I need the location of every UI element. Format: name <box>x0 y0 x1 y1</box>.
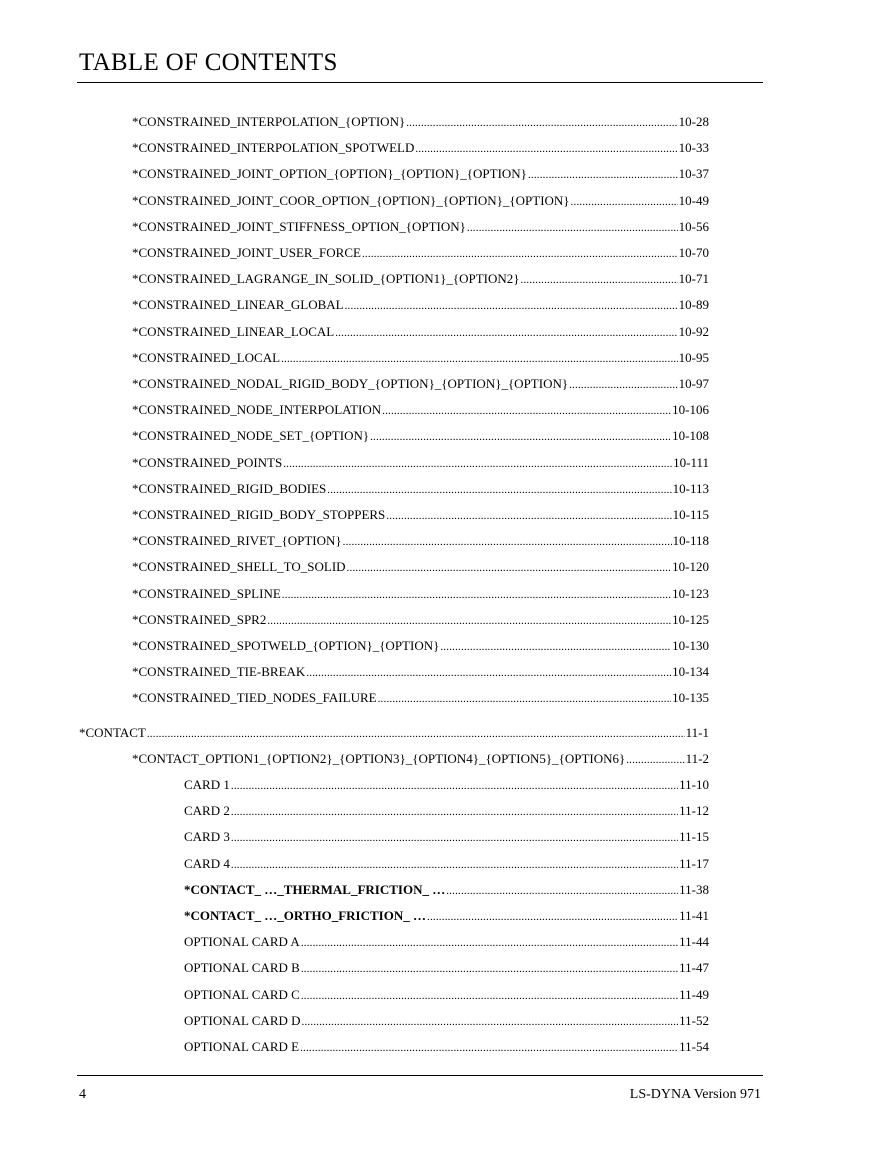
toc-entry-page: 10-97 <box>678 376 709 391</box>
toc-entry[interactable] <box>184 777 709 794</box>
toc-entry-label: OPTIONAL CARD B <box>184 960 300 976</box>
toc-dot-leader <box>282 587 671 603</box>
toc-entry-label: *CONSTRAINED_INTERPOLATION_{OPTION} <box>132 114 406 129</box>
toc-entry-page: 11-52 <box>679 1012 709 1028</box>
toc-entry-label: *CONSTRAINED_RIVET_{OPTION} <box>132 533 342 549</box>
toc-entry-label: *CONSTRAINED_SPR2 <box>132 611 267 627</box>
toc-entry[interactable] <box>132 402 709 419</box>
toc-entry-label: *CONSTRAINED_INTERPOLATION_SPOTWELD <box>132 140 415 156</box>
toc-entry-label: *CONSTRAINED_LINEAR_GLOBAL <box>132 297 344 313</box>
toc-entry-label: *CONSTRAINED_NODE_SET_{OPTION} <box>132 428 370 444</box>
toc-entry[interactable] <box>132 297 709 314</box>
toc-entry-label: *CONSTRAINED_SPLINE <box>132 585 281 601</box>
toc-dot-leader <box>231 804 678 820</box>
toc-dot-leader <box>446 883 678 899</box>
toc-entry-label: *CONSTRAINED_SPOTWELD_{OPTION}_{OPTION} <box>132 638 440 653</box>
toc-dot-leader <box>327 482 671 498</box>
toc-entry[interactable] <box>132 751 709 768</box>
toc-dot-leader <box>267 613 671 629</box>
toc-entry[interactable] <box>132 271 709 288</box>
toc-dot-leader <box>283 456 672 472</box>
toc-entry-page: 11-10 <box>679 777 709 792</box>
footer-page-number: 4 <box>79 1087 86 1102</box>
toc-entry-label: *CONSTRAINED_LOCAL <box>132 349 281 365</box>
toc-entry[interactable] <box>132 140 709 157</box>
toc-entry-label: *CONTACT <box>79 724 146 740</box>
toc-entry-page: 11-2 <box>685 750 709 766</box>
toc-entry[interactable] <box>79 725 709 742</box>
toc-entry[interactable] <box>132 428 709 445</box>
toc-entry-label: *CONSTRAINED_JOINT_STIFFNESS_OPTION_{OPTION} <box>132 218 466 234</box>
toc-dot-leader <box>386 508 671 524</box>
toc-entry-page: 11-41 <box>679 908 709 923</box>
toc-entry-label: *CONSTRAINED_TIE-BREAK <box>132 664 306 680</box>
toc-dot-leader <box>231 830 678 846</box>
toc-entry-label: *CONSTRAINED_NODE_INTERPOLATION <box>132 402 382 418</box>
toc-entry[interactable] <box>184 882 709 899</box>
toc-entry[interactable] <box>132 612 709 629</box>
toc-entry-label: CARD 2 <box>184 803 230 819</box>
toc-entry-label: *CONSTRAINED_JOINT_COOR_OPTION_{OPTION}_{OPTION}_{OPTION} <box>132 192 570 208</box>
toc-entry-page: 10-113 <box>672 480 709 496</box>
toc-entry-page: 11-12 <box>679 803 709 819</box>
toc-dot-leader <box>347 560 672 576</box>
toc-dot-leader <box>571 194 678 210</box>
toc-dot-leader <box>382 403 671 419</box>
toc-dot-leader <box>301 988 678 1004</box>
toc-dot-leader <box>302 1014 679 1030</box>
toc-dot-leader <box>281 351 678 367</box>
toc-entry[interactable] <box>184 987 709 1004</box>
toc-entry-page: 10-125 <box>672 611 709 627</box>
toc-entry-page: 10-37 <box>678 166 709 182</box>
toc-entry-page: 10-92 <box>678 323 709 339</box>
toc-entry-label: OPTIONAL CARD D <box>184 1012 301 1028</box>
toc-entry[interactable] <box>184 829 709 846</box>
toc-entry-label: *CONSTRAINED_JOINT_OPTION_{OPTION}_{OPTION}_{OPTION} <box>132 166 527 182</box>
toc-dot-leader <box>362 246 678 262</box>
toc-entry-page: 11-44 <box>679 934 709 950</box>
toc-entry[interactable] <box>184 934 709 951</box>
toc-entry-page: 10-120 <box>672 559 709 575</box>
toc-dot-leader <box>440 639 671 655</box>
toc-entry-page: 10-115 <box>672 507 709 522</box>
toc-dot-leader <box>301 935 678 951</box>
toc-entry[interactable] <box>132 690 709 707</box>
toc-entry-page: 10-89 <box>678 297 709 313</box>
toc-entry-page: 11-15 <box>679 829 709 845</box>
toc-entry[interactable] <box>132 481 709 498</box>
toc-dot-leader <box>415 141 677 157</box>
toc-entry[interactable] <box>132 586 709 603</box>
toc-entry-label: CARD 3 <box>184 829 230 845</box>
toc-entry-label: *CONTACT_OPTION1_{OPTION2}_{OPTION3}_{OPTION4}_{OPTION5}_{OPTION6} <box>132 750 626 766</box>
toc-entry-label: *CONSTRAINED_TIED_NODES_FAILURE <box>132 690 377 706</box>
toc-entry[interactable] <box>184 856 709 873</box>
toc-entry[interactable] <box>184 1013 709 1030</box>
toc-entry-page: 10-108 <box>672 428 709 444</box>
toc-entry[interactable] <box>132 559 709 576</box>
toc-entry[interactable] <box>132 664 709 681</box>
toc-entry-page: 10-111 <box>673 454 709 470</box>
toc-entry[interactable] <box>132 638 709 655</box>
toc-dot-leader <box>370 429 671 445</box>
toc-entry-label: *CONSTRAINED_LINEAR_LOCAL <box>132 323 335 339</box>
toc-entry-page: 10-106 <box>672 402 709 418</box>
toc-entry-label: *CONSTRAINED_JOINT_USER_FORCE <box>132 245 361 260</box>
toc-dot-leader <box>335 325 677 341</box>
toc-entry[interactable] <box>184 908 709 925</box>
toc-entry[interactable] <box>132 166 709 183</box>
toc-entry-page: 11-38 <box>679 881 709 897</box>
toc-entry-label: *CONSTRAINED_RIGID_BODY_STOPPERS <box>132 507 386 522</box>
toc-entry-page: 10-28 <box>678 114 709 129</box>
toc-entry-label: *CONTACT_ …_THERMAL_FRICTION_ … <box>184 881 446 897</box>
toc-entry[interactable] <box>132 245 709 262</box>
toc-entry[interactable] <box>132 219 709 236</box>
toc-entry[interactable] <box>184 803 709 820</box>
toc-dot-leader <box>467 220 678 236</box>
toc-entry-label: CARD 1 <box>184 777 230 792</box>
footer-rule <box>77 1075 763 1076</box>
footer-version: LS-DYNA Version 971 <box>629 1087 761 1102</box>
toc-entry[interactable] <box>184 960 709 977</box>
toc-dot-leader <box>300 1040 678 1056</box>
toc-entry-page: 10-118 <box>672 533 709 549</box>
toc-entry-page: 10-123 <box>672 585 709 601</box>
toc-dot-leader <box>427 909 678 925</box>
toc-entry-label: *CONSTRAINED_POINTS <box>132 454 283 470</box>
toc-entry-label: *CONSTRAINED_NODAL_RIGID_BODY_{OPTION}_{OPTION}_{OPTION} <box>132 376 569 391</box>
toc-dot-leader <box>521 272 678 288</box>
toc-dot-leader <box>345 298 678 314</box>
toc-entry[interactable] <box>132 193 709 210</box>
toc-entry[interactable] <box>132 114 709 131</box>
toc-entry-page: 10-49 <box>678 192 709 208</box>
toc-dot-leader <box>378 691 672 707</box>
toc-entry-page: 11-54 <box>679 1039 709 1054</box>
toc-entry-page: 10-134 <box>672 664 709 680</box>
toc-entry-page: 10-71 <box>678 271 709 287</box>
toc-entry-label: OPTIONAL CARD A <box>184 934 300 950</box>
toc-entry[interactable] <box>132 507 709 524</box>
toc-entry-label: *CONSTRAINED_LAGRANGE_IN_SOLID_{OPTION1}_{OPTION2} <box>132 271 520 287</box>
toc-entry-label: *CONTACT_ …_ORTHO_FRICTION_ … <box>184 908 426 923</box>
toc-dot-leader <box>306 665 671 681</box>
toc-entry-label: OPTIONAL CARD E <box>184 1039 300 1054</box>
toc-entry-page: 11-49 <box>679 986 709 1002</box>
toc-dot-leader <box>343 534 672 550</box>
toc-entry-page: 10-130 <box>672 638 709 653</box>
toc-entry-page: 10-70 <box>678 245 709 260</box>
toc-entry[interactable] <box>132 376 709 393</box>
toc-dot-leader <box>569 377 678 393</box>
toc-dot-leader <box>406 115 677 131</box>
toc-entry[interactable] <box>132 455 709 472</box>
toc-entry[interactable] <box>132 533 709 550</box>
toc-entry-page: 10-33 <box>678 140 709 156</box>
toc-entry-label: *CONSTRAINED_SHELL_TO_SOLID <box>132 559 346 575</box>
toc-entry-page: 11-1 <box>685 724 709 740</box>
toc-dot-leader <box>147 726 685 742</box>
page-title: TABLE OF CONTENTS <box>79 49 338 76</box>
toc-entry-page: 11-47 <box>679 960 709 976</box>
toc-dot-leader <box>528 167 678 183</box>
toc-entry[interactable] <box>184 1039 709 1056</box>
toc-entry[interactable] <box>132 350 709 367</box>
toc-dot-leader <box>231 857 678 873</box>
toc-entry-label: OPTIONAL CARD C <box>184 986 300 1002</box>
toc-entry-label: CARD 4 <box>184 855 230 871</box>
toc-entry-label: *CONSTRAINED_RIGID_BODIES <box>132 480 327 496</box>
toc-entry-page: 10-56 <box>678 218 709 234</box>
toc-entry-page: 11-17 <box>679 855 709 871</box>
toc-entry[interactable] <box>132 324 709 341</box>
toc-entry-page: 10-135 <box>672 690 709 706</box>
header-rule <box>77 82 763 83</box>
toc-entry-page: 10-95 <box>678 349 709 365</box>
toc-dot-leader <box>301 961 678 977</box>
toc-dot-leader <box>231 778 678 794</box>
toc-dot-leader <box>626 752 684 768</box>
